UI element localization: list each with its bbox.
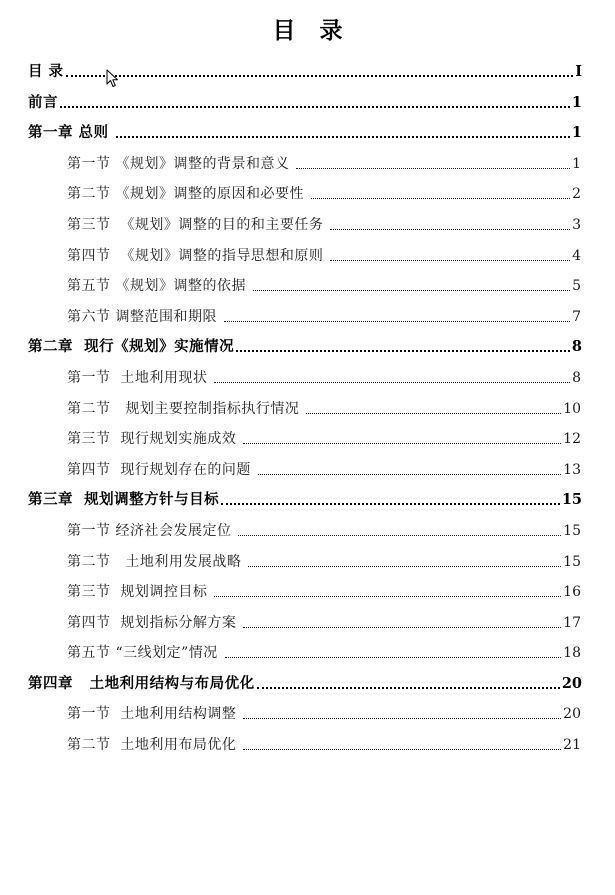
toc-page-number: 15 <box>563 522 581 539</box>
toc-page-number: 20 <box>563 706 581 723</box>
toc-section-entry[interactable] <box>0 609 615 633</box>
toc-page-number: 20 <box>561 674 582 692</box>
toc-page-number: 1 <box>571 124 582 142</box>
toc-entry-title: 第二节 规划主要控制指标执行情况 <box>67 400 305 417</box>
toc-page-number: I <box>575 63 582 80</box>
dot-leader <box>311 198 570 199</box>
toc-entry-title: 第一章 总则 <box>28 124 115 142</box>
table-of-contents <box>0 58 615 762</box>
toc-page-number: 12 <box>563 431 581 448</box>
toc-entry-title: 第五节 《规划》调整的依据 <box>67 278 251 295</box>
toc-page-number: 21 <box>563 737 581 754</box>
dot-leader <box>257 687 560 689</box>
toc-chapter-entry[interactable] <box>0 89 615 113</box>
dot-leader <box>60 106 570 108</box>
toc-section-entry[interactable] <box>0 303 615 327</box>
toc-section-entry[interactable] <box>0 578 615 602</box>
toc-page-number: 7 <box>572 308 581 325</box>
toc-section-entry[interactable] <box>0 242 615 266</box>
toc-entry-title: 前言 <box>28 93 58 111</box>
dot-leader <box>258 474 561 475</box>
dot-leader <box>243 718 561 719</box>
dot-leader <box>221 503 560 505</box>
toc-entry-title: 第四章 土地利用结构与布局优化 <box>28 674 255 692</box>
dot-leader <box>330 229 570 230</box>
toc-page-number: 16 <box>563 584 581 601</box>
toc-entry-title: 目 录 <box>28 63 64 80</box>
toc-page-number: 3 <box>572 216 581 233</box>
toc-entry-title: 第三章 规划调整方针与目标 <box>28 491 220 509</box>
toc-section-entry[interactable] <box>0 425 615 449</box>
toc-entry-title: 第四节 现行规划存在的问题 <box>67 461 256 478</box>
toc-entry-title: 第一节 土地利用结构调整 <box>67 706 242 723</box>
dot-leader <box>243 749 561 750</box>
toc-page-number: 1 <box>572 155 581 172</box>
toc-entry-title: 第一节 经济社会发展定位 <box>67 522 237 539</box>
dot-leader <box>214 596 561 597</box>
toc-page-number: 18 <box>563 645 581 662</box>
toc-entry-title: 第一节 《规划》调整的背景和意义 <box>67 155 295 172</box>
toc-section-entry[interactable] <box>0 272 615 296</box>
dot-leader <box>236 350 570 352</box>
dot-leader <box>243 627 561 628</box>
toc-section-entry[interactable] <box>0 731 615 755</box>
toc-section-entry[interactable] <box>0 517 615 541</box>
toc-entry-title: 第二节 《规划》调整的原因和必要性 <box>67 186 309 203</box>
toc-page-number: 10 <box>563 400 581 417</box>
dot-leader <box>225 657 561 658</box>
toc-page-number: 5 <box>572 278 581 295</box>
dot-leader <box>253 290 570 291</box>
toc-entry-title: 第一节 土地利用现状 <box>67 369 213 386</box>
toc-entry-title: 第三节 规划调控目标 <box>67 584 213 601</box>
toc-section-entry[interactable] <box>0 211 615 235</box>
toc-section-entry[interactable] <box>0 395 615 419</box>
dot-leader <box>248 566 561 567</box>
dot-leader <box>243 443 561 444</box>
dot-leader <box>330 260 570 261</box>
toc-page-number: 2 <box>572 186 581 203</box>
toc-page-number: 8 <box>572 369 581 386</box>
dot-leader <box>306 413 561 414</box>
dot-leader <box>214 382 570 383</box>
toc-section-entry[interactable] <box>0 639 615 663</box>
toc-chapter-entry[interactable] <box>0 333 615 357</box>
toc-page-number: 17 <box>563 614 581 631</box>
toc-section-entry[interactable] <box>0 456 615 480</box>
toc-entry-title: 第五节 “三线划定”情况 <box>67 645 223 662</box>
toc-chapter-entry[interactable] <box>0 58 615 82</box>
toc-entry-title: 第二节 土地利用发展战略 <box>67 553 247 570</box>
toc-page-number: 1 <box>571 93 582 111</box>
toc-entry-title: 第二章 现行《规划》实施情况 <box>28 338 235 356</box>
toc-section-entry[interactable] <box>0 364 615 388</box>
toc-entry-title: 第二节 土地利用布局优化 <box>67 737 242 754</box>
toc-entry-title: 第四节 规划指标分解方案 <box>67 614 242 631</box>
toc-section-entry[interactable] <box>0 700 615 724</box>
toc-page-number: 15 <box>561 491 582 509</box>
toc-page-number: 8 <box>571 338 582 356</box>
dot-leader <box>116 136 570 138</box>
toc-section-entry[interactable] <box>0 180 615 204</box>
dot-leader <box>296 168 570 169</box>
toc-page-number: 4 <box>572 247 581 264</box>
toc-entry-title: 第三节 《规划》调整的目的和主要任务 <box>67 216 329 233</box>
page-title: 目 录 <box>272 18 351 44</box>
toc-page-number: 15 <box>563 553 581 570</box>
toc-entry-title: 第三节 现行规划实施成效 <box>67 431 242 448</box>
dot-leader <box>238 535 561 536</box>
toc-section-entry[interactable] <box>0 150 615 174</box>
toc-entry-title: 第四节 《规划》调整的指导思想和原则 <box>67 247 329 264</box>
toc-chapter-entry[interactable] <box>0 486 615 510</box>
toc-section-entry[interactable] <box>0 548 615 572</box>
toc-chapter-entry[interactable] <box>0 670 615 694</box>
dot-leader <box>224 321 570 322</box>
toc-entry-title: 第六节 调整范围和期限 <box>67 308 222 325</box>
toc-page-number: 13 <box>563 461 581 478</box>
toc-chapter-entry[interactable] <box>0 119 615 143</box>
dot-leader <box>66 75 574 77</box>
